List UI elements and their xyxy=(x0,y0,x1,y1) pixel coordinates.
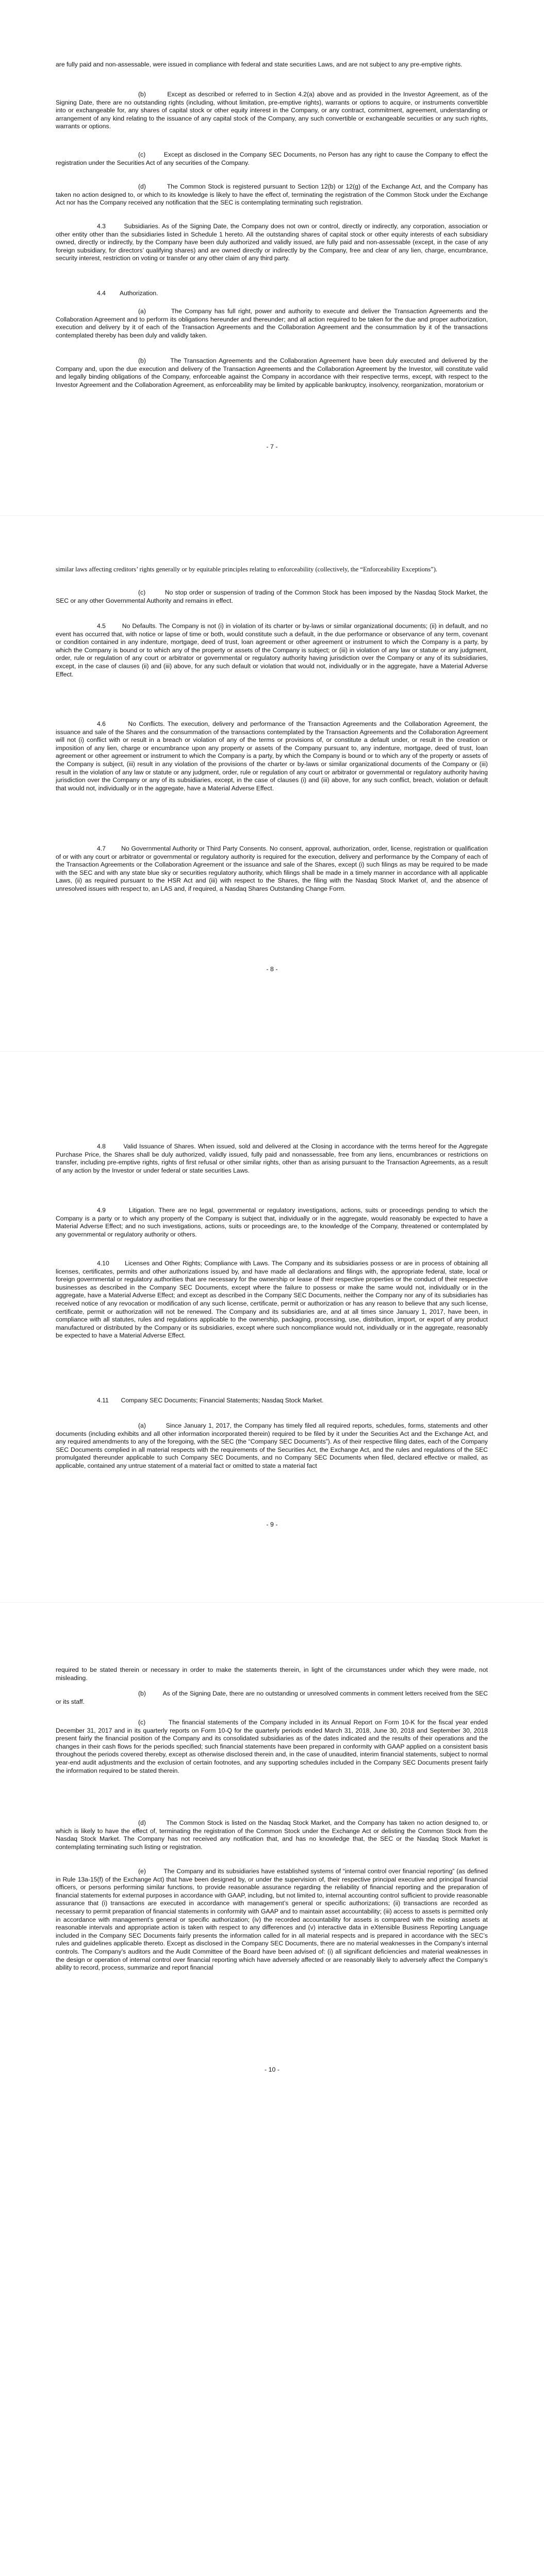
page-number: - 9 - xyxy=(266,1521,278,1528)
page-number: - 10 - xyxy=(265,2066,279,2073)
paragraph-4-5: 4.5 No Defaults. The Company is not (i) in violation of its charter or by-laws or similar organizational documents; (ii) in default, and no event has occurred that, with notice or lapse of time or both, would constitute such a default, in the due performance or observance of any term, covenant or condition contained in any indenture, mortgage, deed of trust, loan agreement or other agreement or instrument to which the Company is a party, by which the Company is bound or to which any of the property or assets of the Company is subject; or (iii) in violation of any law or statute or any judgment, order, rule or regulation of any court or arbitrator or governmental or regulatory authority having jurisdiction over the Company or any of its subsidiaries, except, in the case of clauses (ii) and (iii) above, for any such default or violation that would not, individually or in the aggregate, have a Material Adverse Effect. xyxy=(56,622,488,678)
paragraph-4-10: 4.10 Licenses and Other Rights; Compliance with Laws. The Company and its subsidiaries possess or are in process of obtaining all licenses, certificates, permits and other authorizations issued by, and have made all declarations and filings with, the appropriate federal, state, local or foreign governmental or regulatory authorities that are necessary for the ownership or lease of their respective properties or the conduct of their respective businesses as described in the Company SEC Documents, except where the failure to possess or make the same would not, individually or in the aggregate, have a Material Adverse Effect; and except as described in the Company SEC Documents, neither the Company nor any of its subsidiaries has received notice of any revocation or modification of any such license, certificate, permit or authorization or has any reason to believe that any such license, certificate, permit or authorization will not be renewed. The Company and its subsidiaries are, and at all times since January 1, 2017, have been, in compliance with all statutes, rules and regulations applicable to the ownership, packaging, processing, use, distribution, import, or export of any product manufactured or distributed by the Company or its subsidiaries, except where such noncompliance would not, individually or in the aggregate, reasonably be expected to have a Material Adverse Effect. xyxy=(56,1260,488,1340)
paragraph-4-11-d: (d) The Common Stock is listed on the Nasdaq Stock Market, and the Company has taken no action designed to, or which is likely to have the effect of, terminating the registration of the Common Stock under the Exchange Act or delisting the Common Stock from the Nasdaq Stock Market. The Company has not received any notification that, and has no knowledge that, the SEC or the Nasdaq Stock Market is contemplating terminating such listing or registration. xyxy=(56,1819,488,1851)
paragraph-4-11-e: (e) The Company and its subsidiaries have established systems of “internal control over financial reporting” (as defined in Rule 13a-15(f) of the Exchange Act) that have been designed by, or under the supervision of, their respective principal executive and principal financial officers, or persons performing similar functions, to provide reasonable assurance regarding the reliability of financial reporting and the preparation of financial statements for external purposes in accordance with GAAP, including, but not limited to, internal accounting control sufficient to provide reasonable assurance that (i) transactions are executed in accordance with management’s general or specific authorizations; (ii) transactions are recorded as necessary to permit preparation of financial statements in conformity with GAAP and to maintain asset accountability; (iii) access to assets is permitted only in accordance with management’s general or specific authorization; (iv) the recorded accountability for assets is compared with the existing assets at reasonable intervals and appropriate action is taken with respect to any differences and (v) interactive data in eXtensible Business Reporting Language included in the Company SEC Documents fairly presents the information called for in all material respects and is prepared in accordance with the SEC’s rules and guidelines applicable thereto. Except as disclosed in the Company SEC Documents, there are no material weaknesses in the Company’s internal controls. The Company’s auditors and the Audit Committee of the Board have been advised of: (i) all significant deficiencies and material weaknesses in the design or operation of internal control over financial reporting which have adversely affected or are reasonably likely to adversely affect the Company’s ability to record, process, summarize and report financial xyxy=(56,1868,488,1972)
paragraph-4-6: 4.6 No Conflicts. The execution, delivery and performance of the Transaction Agreements and the Collaboration Agreement, the issuance and sale of the Shares and the consummation of the transactions contemplated by the Transaction Agreements and the Collaboration Agreement will not (i) conflict with or result in a breach or violation of any of the terms or provisions of, or constitute a default under, or result in the creation or imposition of any lien, charge or encumbrance upon any property or assets of the Company pursuant to, any indenture, mortgage, deed of trust, loan agreement or other agreement or instrument to which the Company is a party, by which the Company is bound or to which any of the property or assets of the Company is subject, (iii) result in any violation of the provisions of the charter or by-laws or similar organizational documents of the Company or (iii) result in the violation of any law or statute or any judgment, order, rule or regulation of any court or arbitrator or governmental or regulatory authority having jurisdiction over the Company or any of its subsidiaries, except, in the case of clauses (i) and (iii) above, for any such conflict, breach, violation or default that would not, individually or in the aggregate, have a Material Adverse Effect. xyxy=(56,720,488,792)
page-number: - 8 - xyxy=(266,965,278,973)
page-separator xyxy=(0,515,544,516)
paragraph-4-8: 4.8 Valid Issuance of Shares. When issued, sold and delivered at the Closing in accordance with the terms hereof for the Aggregate Purchase Price, the Shares shall be duly authorized, validly issued, fully paid and nonassessable, free from any liens, encumbrances or restrictions on transfer, including pre-emptive rights, rights of first refusal or other similar rights, other than as arising pursuant to the Transaction Agreements, as a result of any action by the Investor or under federal or state securities Laws. xyxy=(56,1143,488,1174)
page-separator xyxy=(0,1051,544,1052)
paragraph-4-11-b: (b) As of the Signing Date, there are no outstanding or unresolved comments in comment letters received from the SEC or its staff. xyxy=(56,1690,488,1705)
paragraph-4-3: 4.3 Subsidiaries. As of the Signing Date, the Company does not own or control, directly or indirectly, any corporation, association or other entity other than the subsidiaries listed in Schedule 1 hereto. All the outstanding shares of capital stock or other equity interests of each subsidiary owned, directly or indirectly, by the Company have been duly authorized and validly issued, are fully paid and non-assessable (except, in the case of any foreign subsidiary, for directors’ qualifying shares) and are owned directly or indirectly by the Company, free and clear of any lien, charge, encumbrance, security interest, restriction on voting or transfer or any other claim of any third party. xyxy=(56,223,488,262)
paragraph-continuation: similar laws affecting creditors’ rights generally or by equitable principles relating to enforceability (collectively, the “Enforceability Exceptions”). xyxy=(56,566,438,573)
paragraph-4-4-c: (c) No stop order or suspension of trading of the Common Stock has been imposed by the Nasdaq Stock Market, the SEC or any other Governmental Authority and remains in effect. xyxy=(56,589,488,604)
paragraph-4-4-b: (b) The Transaction Agreements and the Collaboration Agreement have been duly executed and delivered by the Company and, upon the due execution and delivery of the Transaction Agreements and the Collaboration Agreement by the Investor, will constitute valid and legally binding obligations of the Company, enforceable against the Company in accordance with their respective terms, except, with respect to the Investor Agreement and the Collaboration Agreement, as enforceability may be limited by applicable bankruptcy, insolvency, reorganization, moratorium or xyxy=(56,357,488,388)
page-number: - 7 - xyxy=(266,443,278,450)
paragraph-4-9: 4.9 Litigation. There are no legal, governmental or regulatory investigations, actions, suits or proceedings pending to which the Company is a party or to which any property of the Company is subject that, individually or in the aggregate, would reasonably be expected to have a Material Adverse Effect; and no such investigations, actions, suits or proceedings are, to the knowledge of the Company, threatened or contemplated by any governmental or regulatory authority or others. xyxy=(56,1207,488,1238)
paragraph-4-2-c: (c) Except as disclosed in the Company SEC Documents, no Person has any right to cause the Company to effect the registration under the Securities Act of any securities of the Company. xyxy=(56,151,488,166)
paragraph-4-7: 4.7 No Governmental Authority or Third Party Consents. No consent, approval, authorization, order, license, registration or qualification of or with any court or arbitrator or governmental or regulatory authority is required for the execution, delivery and performance by the Company of each of the Transaction Agreements or the Collaboration Agreement or the issuance and sale of the Shares, except (i) such filings as may be required to be made with the SEC and with any state blue sky or securities regulatory authority, which filings shall be made in a timely manner in accordance with all applicable Laws, (ii) as required pursuant to the HSR Act and (iii) with respect to the Shares, the filing with the Nasdaq Stock Market of, and the absence of unresolved issues with respect to, an LAS and, if required, a Nasdaq Shares Outstanding Change Form. xyxy=(56,845,488,892)
page-separator xyxy=(0,1602,544,1603)
paragraph-4-11-a: (a) Since January 1, 2017, the Company has timely filed all required reports, schedules, forms, statements and other documents (including exhibits and all other information incorporated therein) required to be filed by it under the Securities Act and the Exchange Act, and any required amendments to any of the foregoing, with the SEC (the “Company SEC Documents”). As of their respective filing dates, each of the Company SEC Documents complied in all material respects with the requirements of the Securities Act, the Exchange Act, and the rules and regulations of the SEC promulgated thereunder applicable to such Company SEC Documents, and no Company SEC Documents when filed, declared effective or mailed, as applicable, contained any untrue statement of a material fact or omitted to state a material fact xyxy=(56,1422,488,1469)
paragraph-continuation: required to be stated therein or necessary in order to make the statements therein, in light of the circumstances under which they were made, not misleading. xyxy=(56,1666,488,1682)
heading-4-4: 4.4 Authorization. xyxy=(97,290,158,297)
paragraph-4-4-a: (a) The Company has full right, power and authority to execute and deliver the Transaction Agreements and the Collaboration Agreement and to perform its obligations hereunder and thereunder; and all action required to be taken for the due and proper authorization, execution and delivery by it of each of the Transaction Agreements and the Collaboration Agreement and the consummation by it of the transactions contemplated thereby has been duly and validly taken. xyxy=(56,308,488,339)
paragraph-4-2-b: (b) Except as described or referred to in Section 4.2(a) above and as provided in the Investor Agreement, as of the Signing Date, there are no outstanding rights (including, without limitation, pre-emptive rights), warrants or options to acquire, or instruments convertible into or exchangeable for, any shares of capital stock or other equity interest in the Company, or any contract, commitment, agreement, understanding or arrangement of any kind relating to the issuance of any capital stock of the Company, any such convertible or exchangeable securities or any such rights, warrants or options. xyxy=(56,91,488,130)
paragraph-continuation: are fully paid and non-assessable, were issued in compliance with federal and state securities Laws, and are not subject to any pre-emptive rights. xyxy=(56,61,463,68)
paragraph-4-2-d: (d) The Common Stock is registered pursuant to Section 12(b) or 12(g) of the Exchange Act, and the Company has taken no action designed to, or which to its knowledge is likely to have the effect of, terminating the registration of the Common Stock under the Exchange Act nor has the Company received any notification that the SEC is contemplating terminating such registration. xyxy=(56,183,488,207)
paragraph-4-11-c: (c) The financial statements of the Company included in its Annual Report on Form 10-K for the fiscal year ended December 31, 2017 and in its quarterly reports on Form 10-Q for the quarterly periods ended March 31, 2018, June 30, 2018 and September 30, 2018 present fairly the financial position of the Company and its consolidated subsidiaries as of the dates indicated and the results of their operations and the changes in their cash flows for the periods specified; such financial statements have been prepared in conformity with GAAP applied on a consistent basis throughout the periods covered thereby, except as otherwise disclosed therein and, in the case of unaudited, interim financial statements, subject to normal year-end audit adjustments and the exclusion of certain footnotes, and any supporting schedules included in the Company SEC Documents present fairly the information required to be stated therein. xyxy=(56,1719,488,1774)
heading-4-11: 4.11 Company SEC Documents; Financial Statements; Nasdaq Stock Market. xyxy=(97,1397,324,1404)
